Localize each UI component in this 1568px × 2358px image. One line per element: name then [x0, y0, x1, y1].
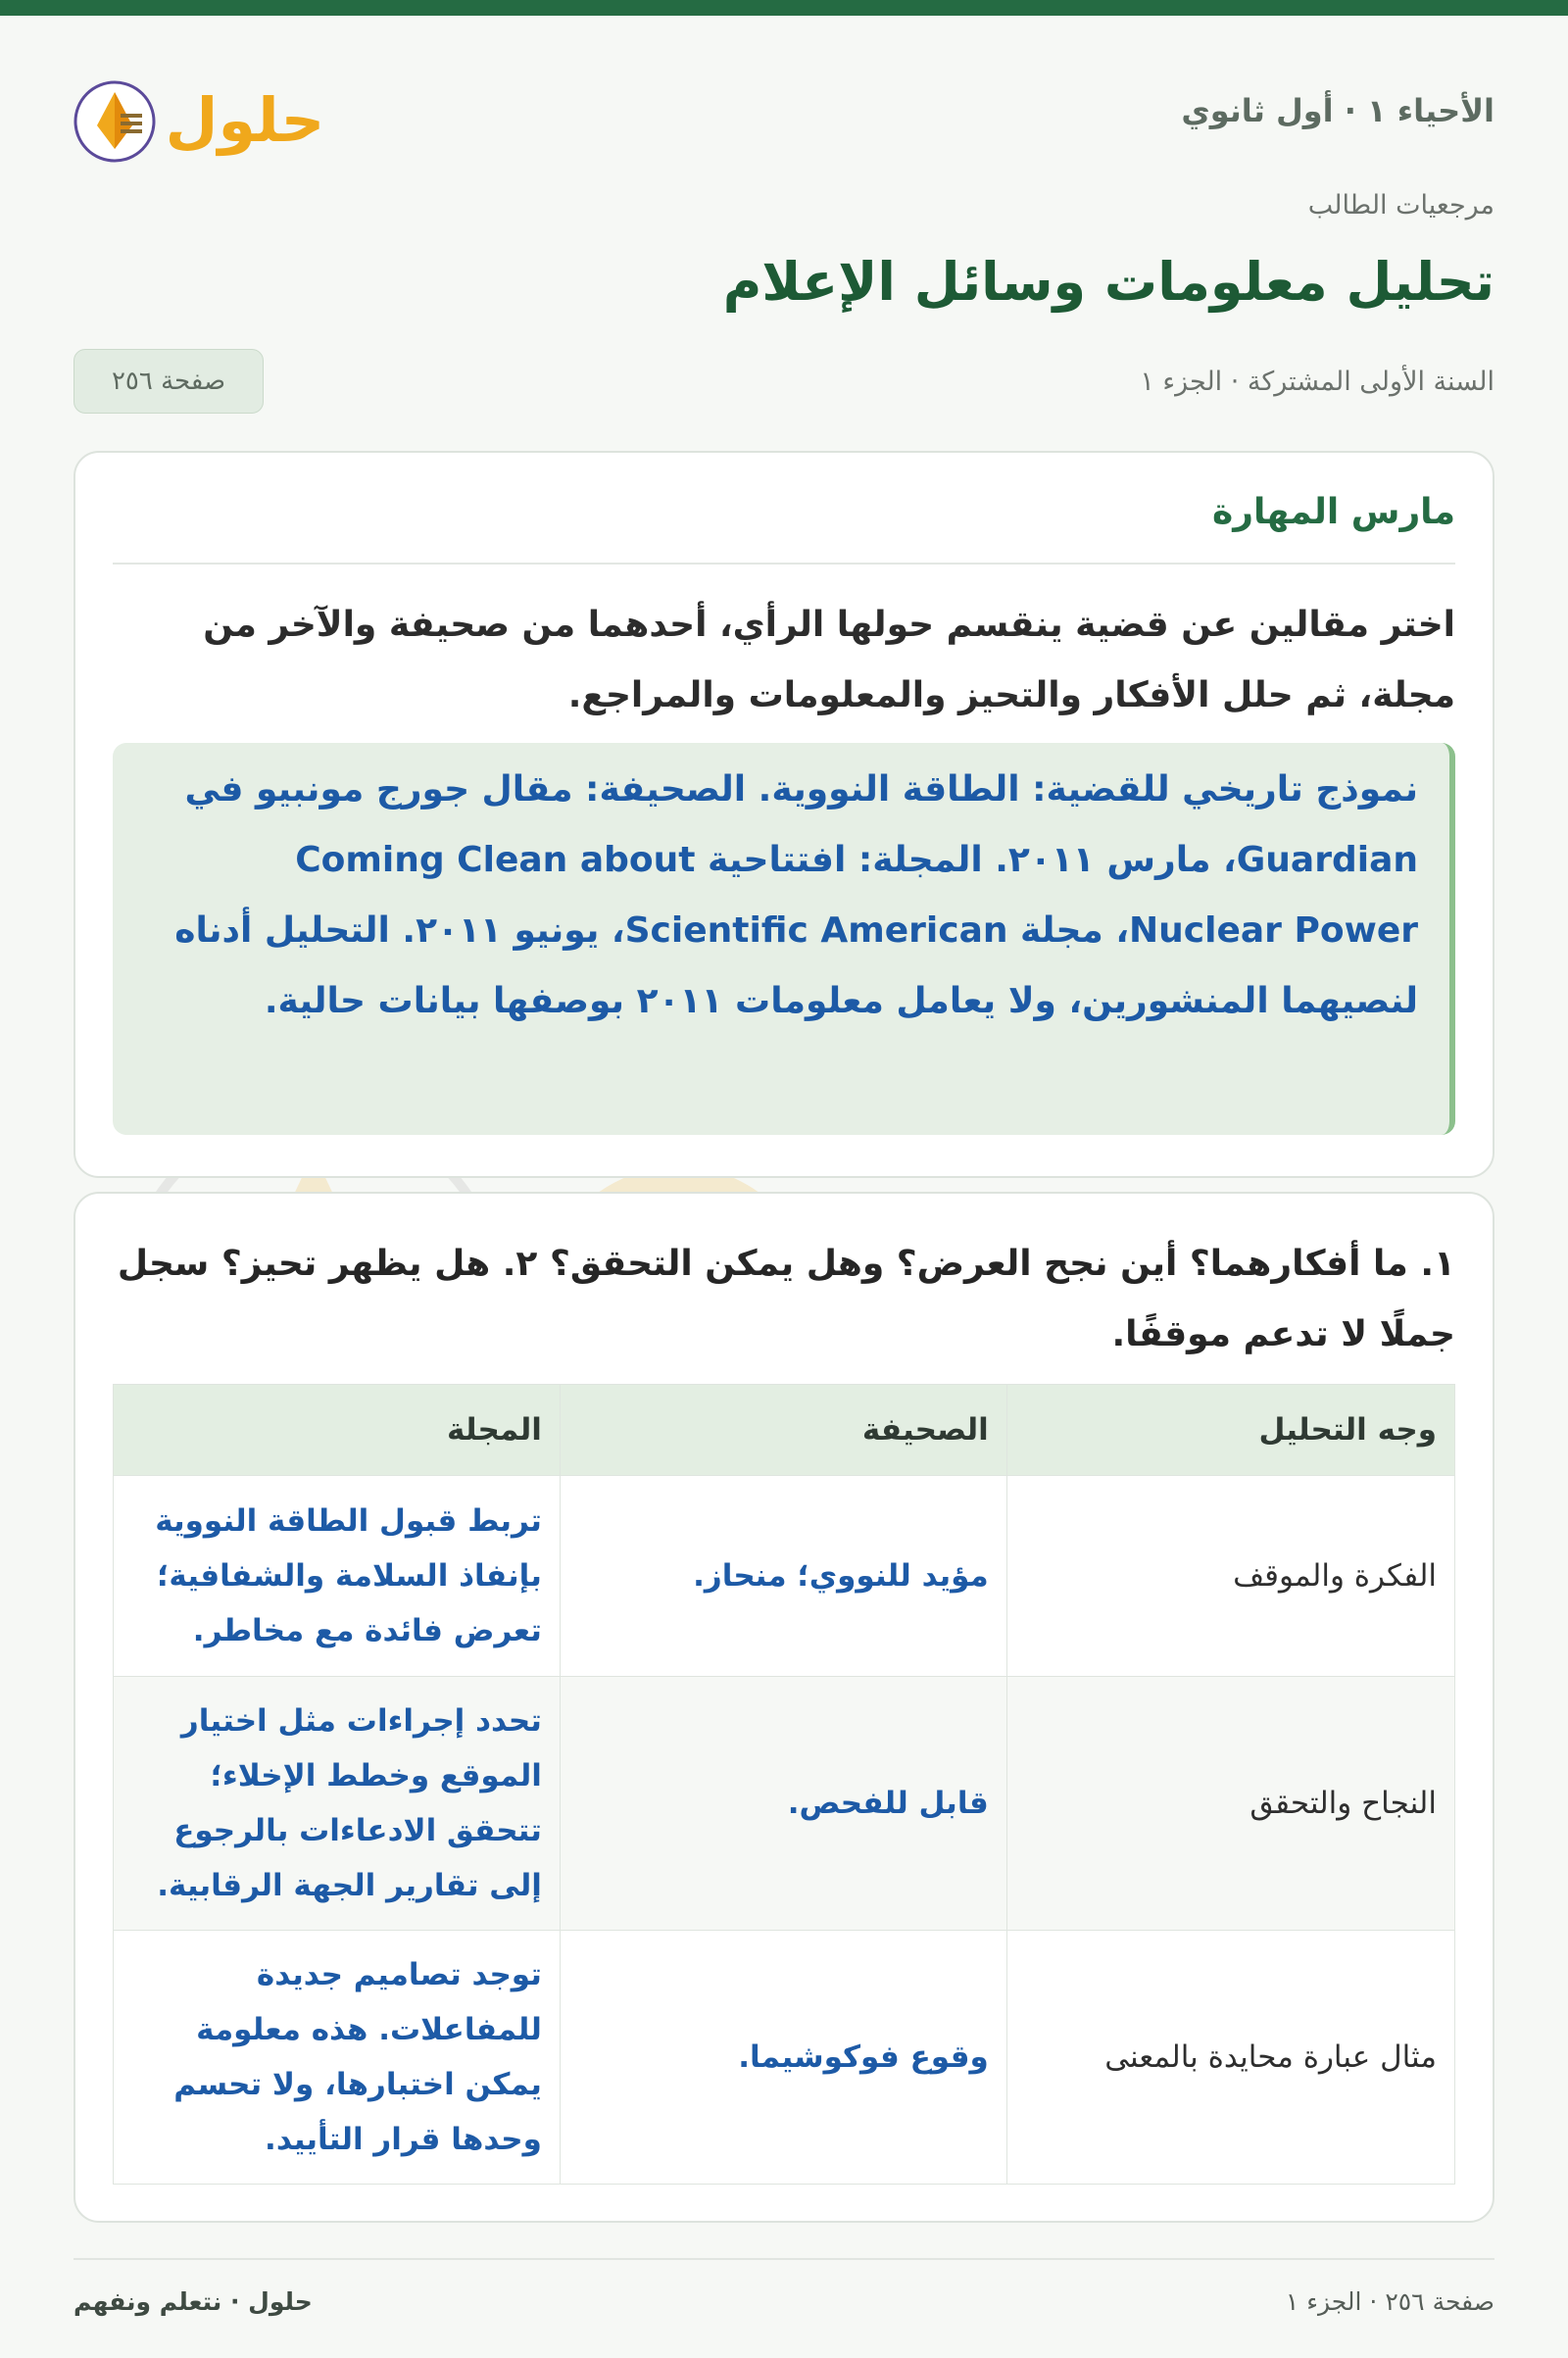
analysis-table — [113, 1384, 1455, 2185]
column-header: الصحيفة — [560, 1385, 1006, 1476]
table-row — [114, 1931, 1455, 2185]
historical-note: نموذج تاريخي للقضية: الطاقة النووية. الصحيفة: مقال جورج مونبيو في Guardian، مارس ٢٠١١. المجلة: افتتاحية Coming Clean about Nuclear Power، مجلة Scientific American، يونيو ٢٠١١. التحليل أدناه لنصيهما المنشورين، ولا يعامل معلومات ٢٠١١ بوصفها بيانات حالية. — [174, 769, 1418, 1021]
hulul-logo[interactable] — [74, 65, 328, 172]
question-text: ١. ما أفكارهما؟ أين نجح العرض؟ وهل يمكن التحقق؟ ٢. هل يظهر تحيز؟ سجل جملًا لا تدعم موقفًا. — [117, 1244, 1455, 1354]
historical-note-box — [113, 743, 1455, 1135]
page-title: تحليل معلومات وسائل الإعلام — [722, 251, 1494, 313]
meta-row — [74, 349, 1494, 414]
skill-heading: مارس المهارة — [1212, 492, 1455, 532]
newspaper-cell: وقوع فوكوشيما. — [560, 1931, 1006, 2185]
newspaper-cell: مؤيد للنووي؛ منحاز. — [560, 1476, 1006, 1677]
table-row — [114, 1677, 1455, 1931]
book-subtitle: السنة الأولى المشتركة · الجزء ١ — [1140, 367, 1494, 397]
aspect-cell: مثال عبارة محايدة بالمعنى — [1006, 1931, 1454, 2185]
footer-brand[interactable]: حلول · نتعلم ونفهم — [74, 2287, 313, 2316]
skill-card — [74, 451, 1494, 1178]
logo-text: حلول — [165, 84, 325, 156]
magazine-cell: توجد تصاميم جديدة للمفاعلات. هذه معلومة يمكن اختبارها، ولا تحسم وحدها قرار التأييد. — [114, 1931, 561, 2185]
column-header: وجه التحليل — [1006, 1385, 1454, 1476]
course-title: الأحياء ١ · أول ثانوي — [1181, 92, 1494, 129]
top-accent-bar — [0, 0, 1568, 16]
magazine-cell: تربط قبول الطاقة النووية بإنفاذ السلامة والشفافية؛ تعرض فائدة مع مخاطر. — [114, 1476, 561, 1677]
header — [74, 65, 1494, 172]
breadcrumb[interactable]: مرجعيات الطالب — [1307, 190, 1494, 221]
aspect-cell: النجاح والتحقق — [1006, 1677, 1454, 1931]
skill-instruction: اختر مقالين عن قضية ينقسم حولها الرأي، أحدهما من صحيفة والآخر من مجلة، ثم حلل الأفكار والتحيز والمعلومات والمراجع. — [203, 605, 1455, 715]
footer-divider — [74, 2258, 1494, 2260]
question-card — [74, 1192, 1494, 2223]
footer-page-info: صفحة ٢٥٦ · الجزء ١ — [1285, 2287, 1494, 2316]
newspaper-cell: قابل للفحص. — [560, 1677, 1006, 1931]
divider — [113, 563, 1455, 565]
magazine-cell: تحدد إجراءات مثل اختيار الموقع وخطط الإخلاء؛ تتحقق الادعاءات بالرجوع إلى تقارير الجهة الرقابية. — [114, 1677, 561, 1931]
table-header-row — [114, 1385, 1455, 1476]
table-row — [114, 1476, 1455, 1677]
page-badge: صفحة ٢٥٦ — [74, 349, 264, 414]
page — [0, 16, 1568, 2358]
aspect-cell: الفكرة والموقف — [1006, 1476, 1454, 1677]
column-header: المجلة — [114, 1385, 561, 1476]
